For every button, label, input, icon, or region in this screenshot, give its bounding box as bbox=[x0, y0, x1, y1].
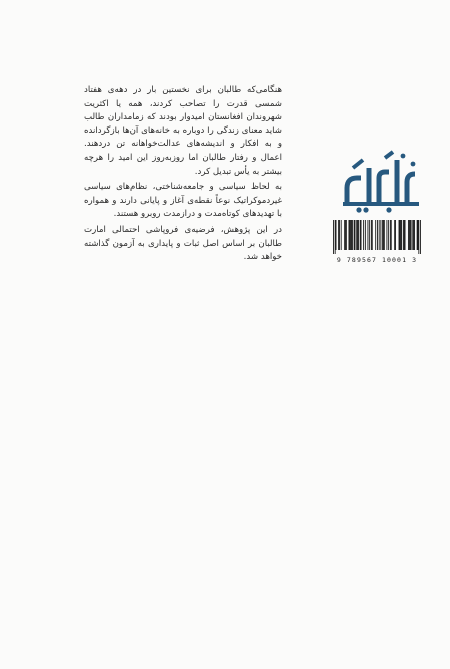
publisher-logo-text: پیمبه بدایران bbox=[378, 215, 384, 216]
barcode-bar bbox=[352, 220, 353, 250]
publisher-logo-mark bbox=[339, 148, 423, 216]
barcode-bar bbox=[410, 220, 411, 250]
barcode-bar bbox=[391, 220, 392, 250]
barcode-bar bbox=[344, 220, 345, 250]
barcode-bar bbox=[388, 220, 389, 250]
barcode-bar bbox=[350, 220, 351, 250]
barcode-bar bbox=[380, 220, 381, 250]
barcode-bar bbox=[335, 220, 336, 254]
barcode-bar bbox=[368, 220, 369, 250]
barcode-bar bbox=[372, 220, 373, 250]
barcode-bar bbox=[386, 220, 387, 250]
barcode-bar bbox=[363, 220, 364, 250]
blurb-paragraph-3: در این پژوهش، فرضیه‌ی فروپاشی احتمالی امارت طالبان بر اساس اصل ثبات و پایداری به آزمون گذاشته خواهد شد. bbox=[84, 224, 282, 263]
barcode-bar bbox=[349, 220, 350, 250]
barcode-bar bbox=[409, 220, 410, 250]
barcode-number: 9 789567 10001 3 bbox=[336, 256, 418, 264]
barcode-bar bbox=[333, 220, 334, 254]
barcode-bar bbox=[369, 220, 370, 250]
barcode-bar bbox=[418, 220, 419, 250]
barcode-bar bbox=[413, 220, 414, 250]
barcode-bar bbox=[414, 220, 415, 250]
barcode-bar bbox=[405, 220, 406, 250]
barcode-bar bbox=[375, 220, 376, 250]
barcode-bar bbox=[408, 220, 409, 250]
barcode-bar bbox=[384, 220, 385, 250]
barcode-bar bbox=[357, 220, 358, 250]
blurb-paragraph-1: هنگامی‌که طالبان برای نخستین بار در دهه‌ی هفتاد شمسی قدرت را تصاحب کردند، همه یا اکثریت شهروندان افغانستان امیدوار بودند که زمامداران طالب شاید معنای زندگی را دوباره به خانه‌های آن‌ها بازگردانده و به افکار و اندیشه‌های عدالت‌خواهانه تن دردهند. اعمال و رفتار طالبان اما روزبه‌روز این امید را هرچه بیشتر به یأس تبدیل کرد. bbox=[84, 85, 282, 177]
barcode-bar bbox=[349, 220, 350, 250]
barcode-bar bbox=[395, 220, 396, 250]
barcode-bar bbox=[361, 220, 362, 250]
barcode-bar bbox=[390, 220, 391, 250]
publisher-logo bbox=[339, 148, 423, 216]
barcode-bar bbox=[371, 220, 372, 250]
barcode-bar bbox=[403, 220, 404, 250]
barcode-bar bbox=[346, 220, 347, 250]
barcode-bar bbox=[418, 220, 419, 254]
barcode-bar bbox=[356, 220, 357, 250]
barcode-bar bbox=[383, 220, 384, 250]
barcode-bar bbox=[399, 220, 400, 250]
barcode-bar bbox=[351, 220, 352, 250]
barcode-bar bbox=[404, 220, 405, 250]
blurb-text bbox=[84, 84, 282, 267]
barcode-bar bbox=[399, 220, 400, 250]
barcode-bar bbox=[382, 220, 383, 250]
barcode-bar bbox=[420, 220, 421, 254]
barcode-bar bbox=[417, 220, 418, 250]
barcode-bar bbox=[394, 220, 395, 250]
barcode-bar bbox=[400, 220, 401, 250]
barcode-bars bbox=[331, 220, 423, 256]
barcode-bar bbox=[354, 220, 355, 250]
barcode-bar bbox=[401, 220, 402, 250]
barcode-bar bbox=[355, 220, 356, 250]
barcode-bar bbox=[345, 220, 346, 250]
barcode-bar bbox=[412, 220, 413, 250]
barcode-bar bbox=[377, 220, 378, 250]
barcode-bar bbox=[360, 220, 361, 250]
barcode-bar bbox=[339, 220, 340, 250]
barcode-bar bbox=[365, 220, 366, 250]
barcode-bar bbox=[379, 220, 380, 250]
barcode-bar bbox=[338, 220, 339, 250]
blurb-paragraph-2: به لحاظ سیاسی و جامعه‌شناختی، نظام‌های سیاسی غیردموکراتیک نوعاً نقطه‌ی آغاز و پایانی دارند و همواره با تهدیدهای کوتاه‌مدت و درازمدت روبرو هستند. bbox=[84, 182, 282, 220]
barcode-bar bbox=[358, 220, 359, 250]
barcode-bar bbox=[411, 220, 412, 250]
isbn-barcode bbox=[331, 220, 423, 264]
barcode-bar bbox=[341, 220, 342, 250]
barcode-bar bbox=[336, 220, 337, 250]
